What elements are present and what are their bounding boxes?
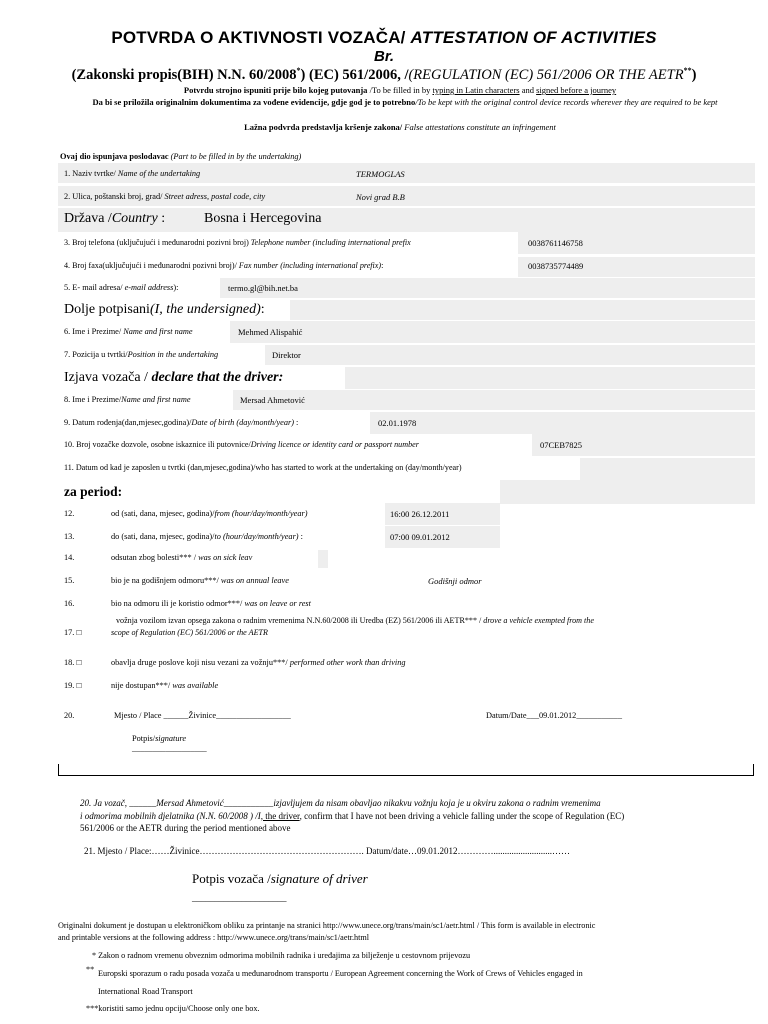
footnote-3: ***koristiti samo jednu opciju/Choose only one box. bbox=[86, 1004, 260, 1013]
company-name-value[interactable]: TERMOGLAS bbox=[356, 169, 405, 179]
fill-instruction: Potvrdu strojno ispuniti prije bilo kojeg putovanja /To be filled in by typing in Latin characters and signed before a journey bbox=[183, 85, 617, 95]
footnote-2-marker: ** bbox=[86, 965, 95, 974]
row-bg-8 bbox=[233, 390, 755, 410]
row-20-number: 20. bbox=[64, 711, 75, 720]
from-value[interactable]: 16:00 26.12.2011 bbox=[390, 509, 450, 519]
footer-availability-1: Originalni dokument je dostupan u elektroničkom obliku za printanje na stranici http://www.unece.org/trans/main/sc1/aetr.html / This form is available in electronic bbox=[58, 921, 596, 930]
box-bottom-edge bbox=[58, 775, 754, 776]
email-value[interactable]: termo.gl@bih.net.ba bbox=[228, 283, 298, 293]
annual-leave-label[interactable]: bio je na godišnjem odmoru***/ was on annual leave bbox=[111, 576, 289, 585]
licence-value[interactable]: 07CEB7825 bbox=[540, 440, 583, 450]
row-17-checkbox[interactable]: 17. □ bbox=[64, 628, 82, 637]
undertaking-intro: Ovaj dio ispunjava poslodavac (Part to be filled in by the undertaking) bbox=[60, 152, 302, 161]
row-bg-6 bbox=[230, 321, 755, 343]
licence-label: 10. Broj vozačke dozvole, osobne iskaznice ili putovnice/Driving licence or identity card or passport number bbox=[64, 440, 419, 449]
row-bg-5 bbox=[220, 278, 755, 298]
row-13-number: 13. bbox=[64, 532, 75, 541]
employment-start-label: 11. Datum od kad je zaposlen u tvrtki (dan,mjesec,godina)/who has started to work at the undertaking on (day/month/year) bbox=[64, 463, 462, 472]
not-available-label[interactable]: nije dostupan***/ was available bbox=[111, 681, 219, 690]
country-label: Država /Country : bbox=[64, 211, 166, 226]
from-label: od (sati, dana, mjesec, godina)/from (hour/day/month/year) bbox=[111, 509, 308, 518]
to-value[interactable]: 07:00 09.01.2012 bbox=[390, 532, 450, 542]
driver-name-value[interactable]: Mersad Ahmetović bbox=[240, 395, 305, 405]
signature-line[interactable]: __________________ bbox=[132, 744, 207, 753]
sick-leave-bg bbox=[318, 550, 328, 568]
row-bg-9 bbox=[370, 412, 755, 434]
position-value[interactable]: Direktor bbox=[272, 350, 301, 360]
signer-name-label: 6. Ime i Prezime/ Name and first name bbox=[64, 327, 193, 336]
birth-date-label: 9. Datum rođenja(dan,mjesec,godina)/Date of birth (day/month/year) : bbox=[64, 418, 299, 427]
signer-name-value[interactable]: Mehmed Alispahić bbox=[238, 327, 303, 337]
phone-label: 3. Broj telefona (uključujući i međunarodni pozivni broj) Telephone number (including international prefix bbox=[64, 238, 411, 247]
row-bg-undersigned bbox=[290, 300, 755, 320]
undersigned-label: Dolje potpisani(I, the undersigned): bbox=[64, 302, 265, 317]
row-bg-11 bbox=[580, 458, 755, 480]
keep-instruction: Da bi se priložila originalnim dokumentima za vođene evidencije, gdje god je to potrebno/To be kept with the original control device records wherever they are required to be kept bbox=[92, 97, 718, 107]
row-18-checkbox[interactable]: 18. □ bbox=[64, 658, 82, 667]
driver-name-label: 8. Ime i Prezime/Name and first name bbox=[64, 395, 191, 404]
footnote-2b: International Road Transport bbox=[98, 987, 193, 996]
birth-date-value[interactable]: 02.01.1978 bbox=[378, 418, 417, 428]
exempted-vehicle-label[interactable]: vožnja vozilom izvan opsega zakona o radnim vremenima N.N.60/2008 ili Uredba (EZ) 561/2006 ili AETR*** / drove a vehicle exempted from the bbox=[116, 616, 594, 625]
row-bg-driver-heading bbox=[345, 367, 755, 389]
date-field[interactable]: Datum/Date___09.01.2012___________ bbox=[486, 711, 622, 720]
address-label: 2. Ulica, poštanski broj, grad/ Street adress, postal code, city bbox=[64, 192, 266, 201]
row-14-number: 14. bbox=[64, 553, 75, 562]
row-19-checkbox[interactable]: 19. □ bbox=[64, 681, 82, 690]
driver-signature-line[interactable]: _____________________ bbox=[192, 893, 287, 903]
address-value[interactable]: Novi grad B.B bbox=[356, 192, 405, 202]
row-bg-7 bbox=[265, 345, 755, 365]
false-attestation-note: Lažna podvrda predstavlja kršenje zakona/ False attestations constitute an infringement bbox=[244, 122, 556, 132]
row-12-number: 12. bbox=[64, 509, 75, 518]
driver-declaration-heading: Izjava vozača / declare that the driver: bbox=[64, 370, 284, 385]
other-work-label[interactable]: obavlja druge poslove koji nisu vezani za vožnju***/ performed other work than driving bbox=[111, 658, 406, 667]
declaration-line-3: 561/2006 or the AETR during the period mentioned above bbox=[80, 823, 291, 833]
declaration-line-1: 20. Ja vozač, ______Mersad Ahmetović___________izjavljujem da nisam obavljao nikakvu vožnju koja je u okviru zakona o radnim vremenima bbox=[80, 798, 601, 808]
fax-value[interactable]: 0038735774489 bbox=[528, 261, 584, 271]
sick-leave-label[interactable]: odsutan zbog bolesti*** / was on sick leav bbox=[111, 553, 253, 562]
fax-label: 4. Broj faxa(uključujući i međunarodni pozivni broj)/ Fax number (including international prefix): bbox=[64, 261, 384, 270]
country-value[interactable]: Bosna i Hercegovina bbox=[204, 211, 322, 226]
driver-signature-label: Potpis vozača /signature of driver bbox=[192, 871, 368, 886]
footnote-1: * Zakon o radnom vremenu obveznim odmorima mobilnih radnika i uređajima za bilježenje u cestovnom prijevozu bbox=[92, 951, 471, 960]
document-title: POTVRDA O AKTIVNOSTI VOZAČA/ ATTESTATION OF ACTIVITIES bbox=[111, 28, 657, 47]
place-field[interactable]: Mjesto / Place ______Živinice__________________ bbox=[114, 711, 291, 720]
annual-leave-value[interactable]: Godišnji odmor bbox=[428, 576, 482, 586]
regulation-line: (Zakonski propis(BIH) N.N. 60/2008*) (EC) 561/2006, /(REGULATION (EC) 561/2006 OR THE AETR**) bbox=[71, 66, 697, 83]
to-label: do (sati, dana, mjesec, godina)/to (hour/day/month/year) : bbox=[111, 532, 303, 541]
row-bg-period-heading bbox=[500, 480, 755, 504]
place-date-line[interactable]: 21. Mjesto / Place:……Živinice………………………………………………. Datum/date…09.01.2012…………..........................…… bbox=[84, 846, 570, 856]
document-number-label: Br. bbox=[373, 48, 394, 65]
row-16-number: 16. bbox=[64, 599, 75, 608]
phone-value[interactable]: 0038761146758 bbox=[528, 238, 583, 248]
footer-availability-2: and printable versions at the following address : http://www.unece.org/trans/main/sc1/aetr.html bbox=[58, 933, 370, 942]
exempted-vehicle-label-2: scope of Regulation (EC) 561/2006 or the AETR bbox=[111, 628, 268, 637]
leave-rest-label[interactable]: bio na odmoru ili je koristio odmor***/ was on leave or rest bbox=[111, 599, 311, 608]
row-15-number: 15. bbox=[64, 576, 75, 585]
position-label: 7. Pozicija u tvrtki/Position in the undertaking bbox=[64, 350, 219, 359]
email-label: 5. E- mail adresa/ e-mail address): bbox=[64, 283, 179, 292]
footnote-2: Europski sporazum o radu posada vozača u međunarodnom transportu / European Agreement concerning the Work of Crews of Vehicles engaged in bbox=[98, 969, 583, 978]
company-name-label: 1. Naziv tvrtke/ Name of the undertaking bbox=[64, 169, 201, 178]
declaration-line-2: i odmorima mobilnih djelatnika (N.N. 60/2008 ) /I, the driver, confirm that I have not been driving a vehicle falling under the scope of Regulation (EC) bbox=[80, 811, 625, 821]
period-heading: za period: bbox=[64, 484, 123, 499]
signature-label: Potpis/signature bbox=[132, 734, 187, 743]
